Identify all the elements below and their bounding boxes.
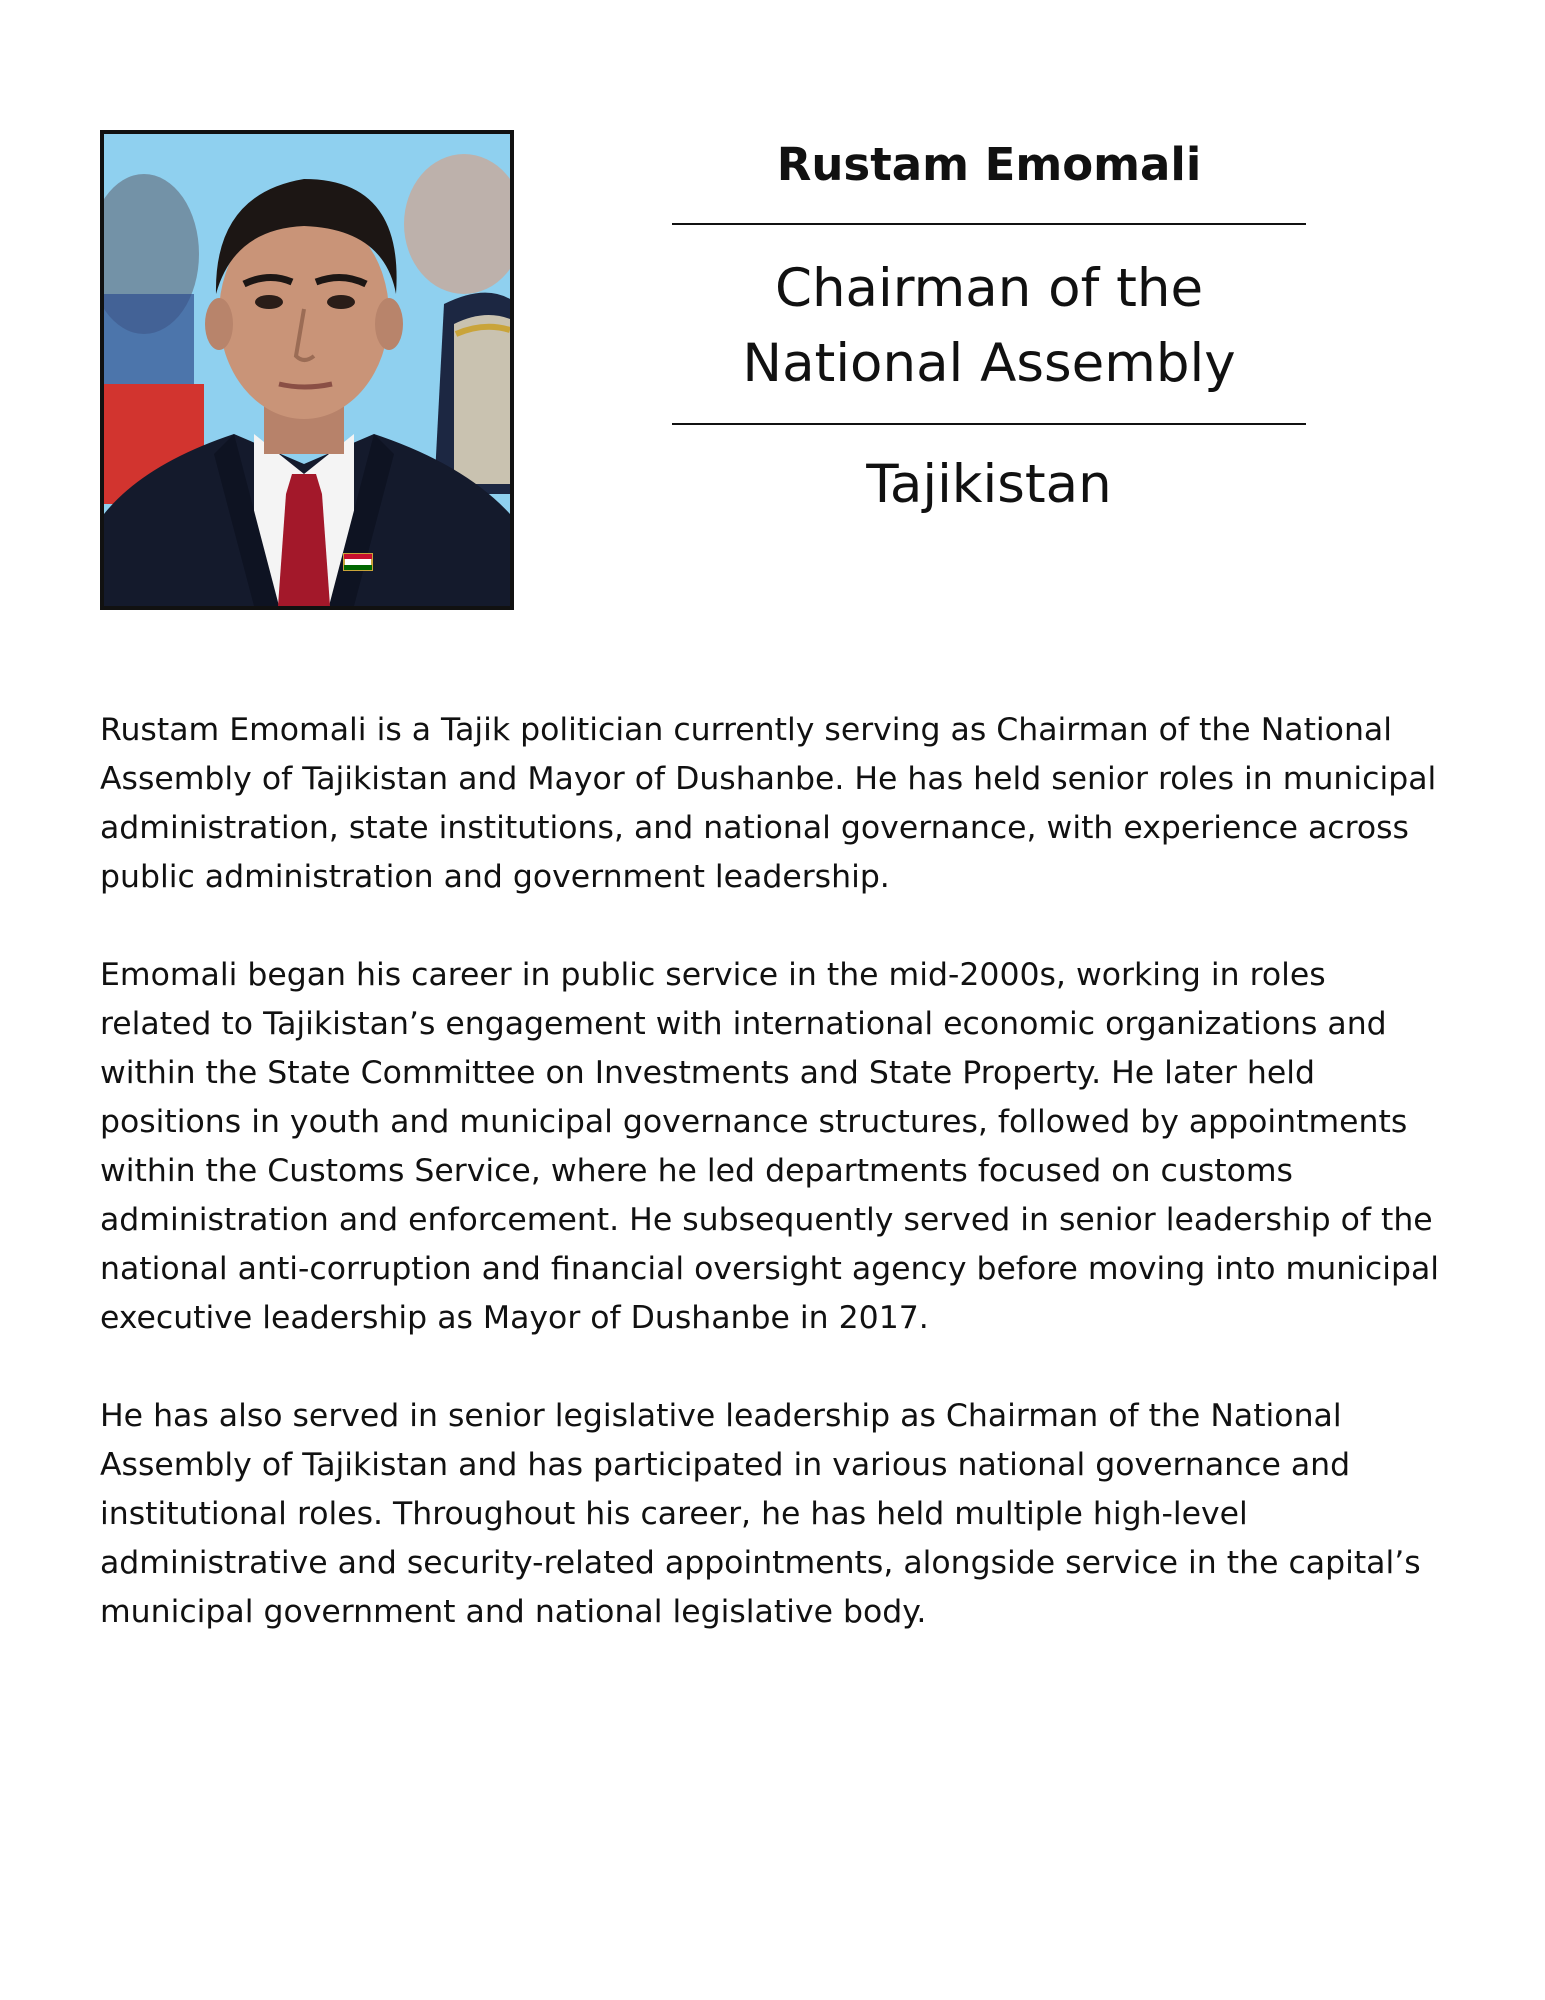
portrait-illustration <box>104 134 510 606</box>
header-divider-top <box>672 223 1306 225</box>
portrait-photo <box>100 130 514 610</box>
profile-header <box>672 130 1306 522</box>
position-title: Chairman of the National Assembly <box>742 257 1236 394</box>
bio-paragraph: Rustam Emomali is a Tajik politician currently serving as Chairman of the National Assembly of Tajikistan and Mayor of Dushanbe. He has held senior roles in municipal administration, state institutions, and national governance, with experience across public administration and government leadership. <box>100 712 1437 895</box>
bio-paragraph: He has also served in senior legislative leadership as Chairman of the National Assembly of Tajikistan and has participated in various national governance and institutional roles. Throughout his career, he has held multiple high-level administrative and security-related appointments, alongside service in the capital’s municipal government and national legislative body. <box>100 1398 1421 1630</box>
biography <box>100 706 1445 1686</box>
country-label: Tajikistan <box>866 453 1112 515</box>
bio-paragraph: Emomali began his career in public service in the mid-2000s, working in roles related to Tajikistan’s engagement with international economic organizations and within the State Committee on Investments and State Property. He later held positions in youth and municipal governance structures, followed by appointments within the Customs Service, where he led departments focused on customs administration and enforcement. He subsequently served in senior leadership of the national anti-corruption and financial oversight agency before moving into municipal executive leadership as Mayor of Dushanbe in 2017. <box>100 957 1440 1336</box>
person-name: Rustam Emomali <box>776 138 1202 191</box>
header-divider-bottom <box>672 423 1306 425</box>
